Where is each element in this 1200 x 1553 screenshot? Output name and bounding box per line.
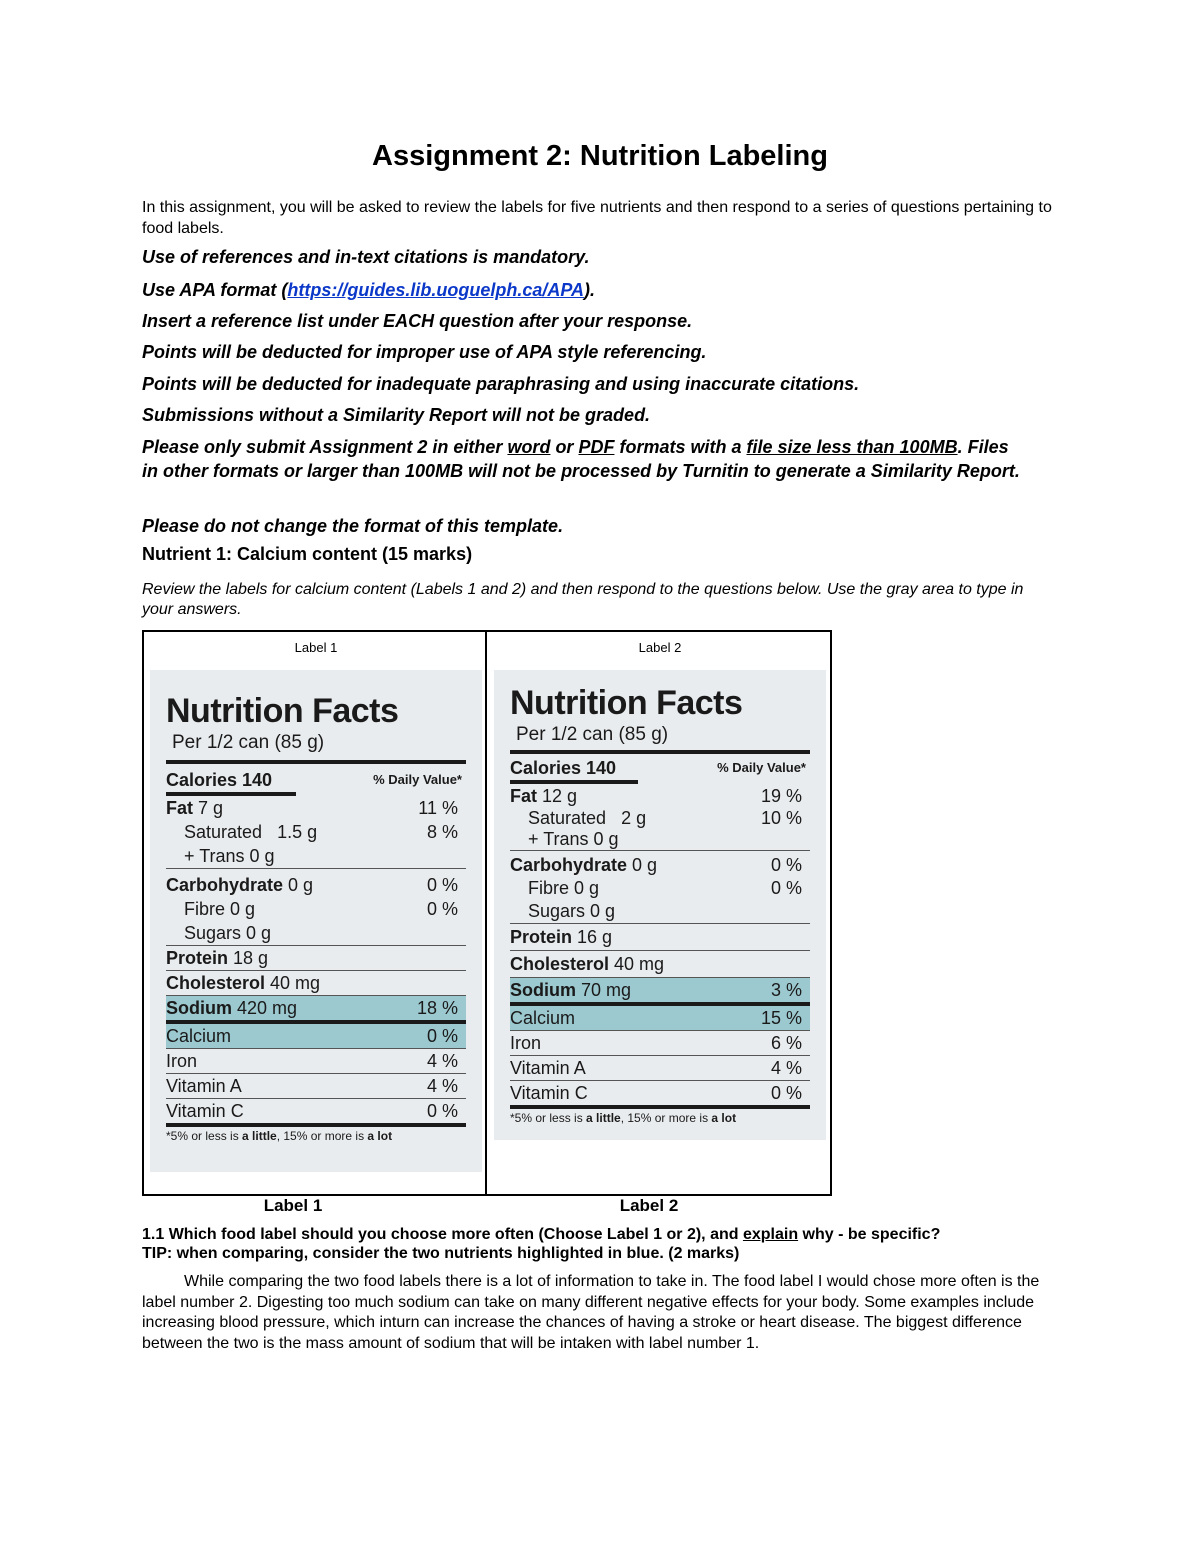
nf-sodium-row: Sodium 420 mg 18 %	[166, 996, 466, 1024]
nf-calories-row: Calories 140 % Daily Value*	[510, 758, 806, 778]
nf-fat-row: Fat 12 g 19 %	[510, 786, 802, 806]
page-title: Assignment 2: Nutrition Labeling	[372, 140, 828, 172]
nf-cholesterol-row: Cholesterol 40 mg	[510, 951, 810, 978]
nutrition-label-1	[150, 670, 482, 1172]
nutrition-label-2	[494, 670, 826, 1140]
question-tip: TIP: when comparing, consider the two nutrients highlighted in blue. (2 marks)	[142, 1245, 740, 1262]
rule-similarity-report: Submissions without a Similarity Report will not be graded.	[142, 405, 651, 425]
rule-paraphrasing: Points will be deducted for inadequate paraphrasing and using inaccurate citations.	[142, 374, 860, 394]
label-2-below-caption: Label 2	[619, 1196, 679, 1215]
nf-cholesterol-row: Cholesterol 40 mg	[166, 971, 466, 996]
nf-vitamin-a-row: Vitamin A 4 %	[166, 1074, 466, 1099]
label-1-below-caption: Label 1	[263, 1196, 323, 1215]
label-2-caption: Label 2	[638, 640, 682, 655]
nf-sugars-row: Sugars 0 g	[510, 899, 810, 924]
nutrient-1-instructions: Review the labels for calcium content (Labels 1 and 2) and then respond to the questions below. Use the gray area to type in your answers.	[142, 581, 1024, 618]
nf-saturated-row: Saturated 2 g 10 %	[528, 808, 802, 828]
nf-title: Nutrition Facts	[166, 692, 399, 730]
rule-reference-list: Insert a reference list under EACH question after your response.	[142, 311, 693, 331]
nf-protein-row: Protein 16 g	[510, 924, 810, 951]
labels-table	[142, 630, 832, 1196]
nf-saturated-row: Saturated 1.5 g 8 %	[184, 822, 458, 842]
label-1-caption: Label 1	[294, 640, 338, 655]
nf-calcium-row: Calcium 15 %	[510, 1006, 810, 1031]
nf-vitamin-c-row: Vitamin C 0 %	[510, 1081, 810, 1109]
rule-apa-deduction: Points will be deducted for improper use of APA style referencing.	[142, 342, 707, 362]
rule-file-format: Please only submit Assignment 2 in either word or PDF formats with a file size less than 100MB. Files in other formats or larger than 100MB will not be processed by Turnitin to generate a Similarity Report.	[142, 437, 1020, 481]
nf-title: Nutrition Facts	[510, 684, 743, 722]
nf-serving: Per 1/2 can (85 g)	[166, 730, 466, 764]
apa-link[interactable]: https://guides.lib.uoguelph.ca/APA	[287, 280, 585, 300]
intro-paragraph: In this assignment, you will be asked to review the labels for five nutrients and then respond to a series of questions pertaining to food labels.	[142, 199, 1052, 237]
rule-template-format: Please do not change the format of this template.	[142, 516, 564, 536]
nf-serving: Per 1/2 can (85 g)	[510, 722, 810, 754]
rule-apa: Use APA format (https://guides.lib.uoguelph.ca/APA).	[142, 280, 596, 300]
nf-iron-row: Iron 4 %	[166, 1049, 466, 1074]
question-1-1: 1.1 Which food label should you choose more often (Choose Label 1 or 2), and explain why - be specific? TIP: when comparing, consider the two nutrients highlighted in blue. (2 marks)	[142, 1226, 941, 1262]
nf-calcium-row: Calcium 0 %	[166, 1024, 466, 1049]
nf-footnote: *5% or less is a little, 15% or more is a lot	[166, 1129, 393, 1143]
nf-iron-row: Iron 6 %	[510, 1031, 810, 1056]
nf-sugars-row: Sugars 0 g	[166, 921, 466, 946]
nf-fibre-row: Fibre 0 g 0 %	[184, 899, 458, 919]
nf-vitamin-c-row: Vitamin C 0 %	[166, 1099, 466, 1127]
answer-1-1[interactable]: While comparing the two food labels there is a lot of information to take in. The food label I would chose more often is the label number 2. Digesting too much sodium can take on many different negative effects for your body. Some examples include increasing blood pressure, which inturn can increase the chances of having a stroke or heart disease. The biggest difference between the two is the mass amount of sodium that will be intaken with label number 1.	[142, 1273, 1040, 1352]
nutrient-1-heading: Nutrient 1: Calcium content (15 marks)	[142, 544, 473, 564]
table-divider	[485, 632, 487, 1194]
nf-fibre-row: Fibre 0 g 0 %	[528, 878, 802, 898]
nf-calories-row: Calories 140 % Daily Value*	[166, 770, 462, 790]
nf-protein-row: Protein 18 g	[166, 946, 466, 971]
nf-vitamin-a-row: Vitamin A 4 %	[510, 1056, 810, 1081]
nf-carb-row: Carbohydrate 0 g 0 %	[510, 855, 802, 875]
nf-trans-row: + Trans 0 g	[166, 844, 466, 869]
nf-trans-row: + Trans 0 g	[510, 828, 810, 851]
nf-carb-row: Carbohydrate 0 g 0 %	[166, 875, 458, 895]
rule-citations: Use of references and in-text citations is mandatory.	[142, 247, 590, 267]
nf-fat-row: Fat 7 g 11 %	[166, 798, 458, 818]
nf-sodium-row: Sodium 70 mg 3 %	[510, 978, 810, 1006]
nf-footnote: *5% or less is a little, 15% or more is a lot	[510, 1111, 737, 1125]
